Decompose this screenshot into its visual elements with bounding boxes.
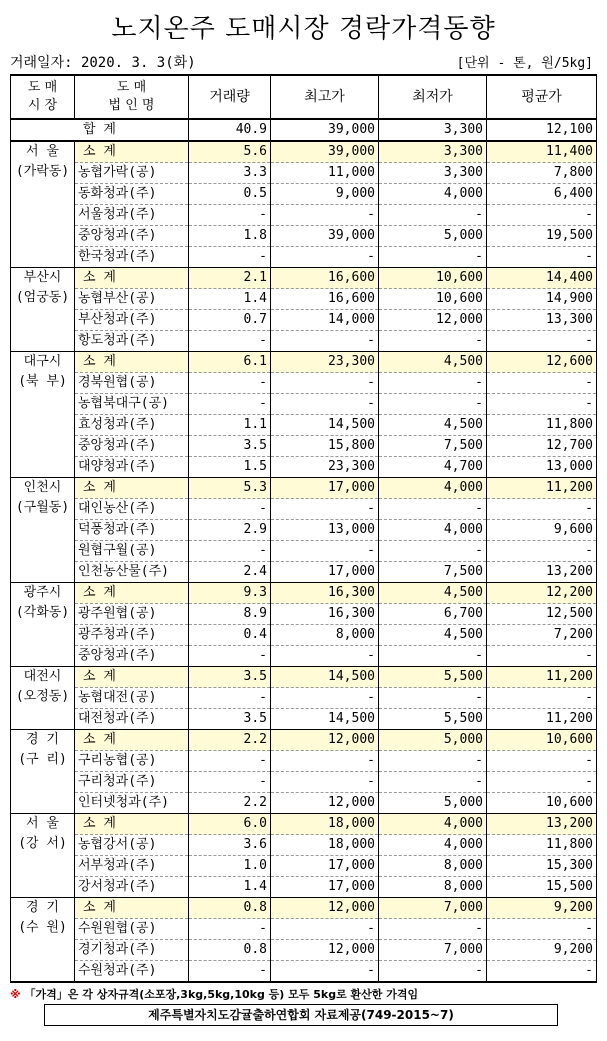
cell-max: - <box>271 961 379 983</box>
table-row <box>11 541 597 562</box>
cell-min: 5,500 <box>379 709 487 730</box>
corp-name: 대양청과(주) <box>75 457 189 478</box>
cell-min: - <box>379 751 487 772</box>
header-market <box>11 75 75 119</box>
subtotal-avg: 12,200 <box>487 583 597 604</box>
cell-volume: 2.2 <box>189 793 271 814</box>
corp-name: 인터넷청과(주) <box>75 793 189 814</box>
cell-min: 7,000 <box>379 940 487 961</box>
cell-avg: 15,500 <box>487 877 597 898</box>
cell-max: - <box>271 772 379 793</box>
cell-avg: 7,800 <box>487 163 597 184</box>
cell-min: - <box>379 646 487 667</box>
cell-volume: 3.6 <box>189 835 271 856</box>
cell-min: 5,000 <box>379 226 487 247</box>
cell-avg: - <box>487 205 597 226</box>
subtotal-label: 소 계 <box>75 141 189 163</box>
market-name <box>11 898 75 983</box>
cell-volume: 1.4 <box>189 877 271 898</box>
market-district: (각화동) <box>15 605 70 620</box>
cell-volume: - <box>189 772 271 793</box>
cell-min: 4,700 <box>379 457 487 478</box>
cell-avg: - <box>487 688 597 709</box>
total-min: 3,300 <box>379 119 487 141</box>
subtotal-row <box>11 667 597 688</box>
corp-name: 구리청과(주) <box>75 772 189 793</box>
cell-volume: 3.5 <box>189 436 271 457</box>
table-row <box>11 562 597 583</box>
cell-volume: 8.9 <box>189 604 271 625</box>
subtotal-volume: 6.1 <box>189 352 271 373</box>
cell-min: - <box>379 688 487 709</box>
cell-volume: 0.8 <box>189 940 271 961</box>
corp-name: 수원원협(공) <box>75 919 189 940</box>
cell-max: - <box>271 688 379 709</box>
header-min: 최저가 <box>379 75 487 119</box>
table-row <box>11 961 597 983</box>
cell-max: 15,800 <box>271 436 379 457</box>
cell-volume: - <box>189 541 271 562</box>
header-avg: 평균가 <box>487 75 597 119</box>
cell-max: - <box>271 331 379 352</box>
cell-avg: 15,300 <box>487 856 597 877</box>
source-box: 제주특별자치도감귤출하연합회 자료제공(749-2015~7) <box>44 1004 558 1026</box>
corp-name: 광주원협(공) <box>75 604 189 625</box>
cell-min: 10,600 <box>379 289 487 310</box>
cell-min: 8,000 <box>379 877 487 898</box>
table-row <box>11 499 597 520</box>
subtotal-volume: 0.8 <box>189 898 271 919</box>
cell-avg: 7,200 <box>487 625 597 646</box>
cell-min: - <box>379 541 487 562</box>
market-city: 경 기 <box>26 900 59 915</box>
total-label: 합 계 <box>11 119 189 141</box>
corp-name: 중앙청과(주) <box>75 436 189 457</box>
subtotal-volume: 2.1 <box>189 268 271 289</box>
subtotal-volume: 5.3 <box>189 478 271 499</box>
trade-date: 거래일자: 2020. 3. 3(화) <box>10 55 196 71</box>
cell-volume: - <box>189 205 271 226</box>
cell-max: - <box>271 205 379 226</box>
cell-max: - <box>271 373 379 394</box>
subtotal-avg: 13,200 <box>487 814 597 835</box>
subtotal-min: 10,600 <box>379 268 487 289</box>
cell-min: - <box>379 373 487 394</box>
cell-avg: - <box>487 646 597 667</box>
cell-avg: 11,800 <box>487 835 597 856</box>
corp-name: 인천농산물(주) <box>75 562 189 583</box>
cell-min: - <box>379 961 487 983</box>
subtotal-min: 4,500 <box>379 583 487 604</box>
subtotal-avg: 9,200 <box>487 898 597 919</box>
table-row <box>11 247 597 268</box>
header-market-line1: 도 매 <box>27 80 58 95</box>
market-name <box>11 352 75 478</box>
cell-volume: - <box>189 688 271 709</box>
cell-avg: 10,600 <box>487 793 597 814</box>
subtotal-min: 7,000 <box>379 898 487 919</box>
corp-name: 강서청과(주) <box>75 877 189 898</box>
table-row <box>11 646 597 667</box>
subtotal-label: 소 계 <box>75 352 189 373</box>
cell-volume: - <box>189 394 271 415</box>
table-row <box>11 919 597 940</box>
cell-min: 4,000 <box>379 835 487 856</box>
table-row <box>11 373 597 394</box>
cell-volume: 1.5 <box>189 457 271 478</box>
cell-max: 18,000 <box>271 835 379 856</box>
cell-volume: - <box>189 331 271 352</box>
subtotal-avg: 11,200 <box>487 478 597 499</box>
table-row <box>11 688 597 709</box>
subtotal-max: 12,000 <box>271 730 379 751</box>
corp-name: 덕풍청과(주) <box>75 520 189 541</box>
total-avg: 12,100 <box>487 119 597 141</box>
cell-min: 4,500 <box>379 415 487 436</box>
cell-min: - <box>379 205 487 226</box>
cell-min: - <box>379 919 487 940</box>
corp-name: 한국청과(주) <box>75 247 189 268</box>
cell-avg: 6,400 <box>487 184 597 205</box>
cell-max: 11,000 <box>271 163 379 184</box>
cell-volume: 1.4 <box>189 289 271 310</box>
subtotal-max: 18,000 <box>271 814 379 835</box>
cell-volume: 3.3 <box>189 163 271 184</box>
cell-min: 6,700 <box>379 604 487 625</box>
cell-avg: - <box>487 541 597 562</box>
corp-name: 경북원협(공) <box>75 373 189 394</box>
cell-volume: - <box>189 961 271 983</box>
subtotal-row <box>11 352 597 373</box>
market-city: 경 기 <box>26 732 59 747</box>
corp-name: 효성청과(주) <box>75 415 189 436</box>
subtotal-label: 소 계 <box>75 268 189 289</box>
cell-min: - <box>379 394 487 415</box>
table-row <box>11 835 597 856</box>
cell-volume: 1.0 <box>189 856 271 877</box>
table-row <box>11 772 597 793</box>
cell-avg: 9,200 <box>487 940 597 961</box>
subtotal-label: 소 계 <box>75 898 189 919</box>
cell-volume: - <box>189 499 271 520</box>
market-district: (수 원) <box>18 920 67 935</box>
subtotal-min: 5,000 <box>379 730 487 751</box>
header-corp-line2: 법 인 명 <box>108 98 155 113</box>
market-city: 인천시 <box>23 480 62 495</box>
table-row <box>11 709 597 730</box>
cell-avg: - <box>487 331 597 352</box>
market-name <box>11 667 75 730</box>
subtotal-max: 14,500 <box>271 667 379 688</box>
cell-max: - <box>271 541 379 562</box>
cell-avg: - <box>487 247 597 268</box>
cell-min: 4,000 <box>379 184 487 205</box>
corp-name: 경기청과(주) <box>75 940 189 961</box>
market-city: 서 울 <box>26 144 59 159</box>
subtotal-max: 12,000 <box>271 898 379 919</box>
table-header-row <box>11 75 597 119</box>
cell-max: 12,000 <box>271 793 379 814</box>
cell-avg: - <box>487 499 597 520</box>
table-row <box>11 205 597 226</box>
cell-min: - <box>379 247 487 268</box>
cell-max: 14,000 <box>271 310 379 331</box>
cell-volume: - <box>189 646 271 667</box>
cell-max: 8,000 <box>271 625 379 646</box>
cell-avg: - <box>487 919 597 940</box>
corp-name: 농협북대구(공) <box>75 394 189 415</box>
corp-name: 대전청과(주) <box>75 709 189 730</box>
subtotal-row <box>11 583 597 604</box>
market-name <box>11 268 75 352</box>
subtotal-avg: 11,200 <box>487 667 597 688</box>
table-row <box>11 289 597 310</box>
cell-avg: - <box>487 961 597 983</box>
market-name <box>11 730 75 814</box>
subtotal-label: 소 계 <box>75 814 189 835</box>
cell-max: 14,500 <box>271 415 379 436</box>
cell-avg: 11,800 <box>487 415 597 436</box>
cell-max: 39,000 <box>271 226 379 247</box>
subtotal-row <box>11 898 597 919</box>
subtotal-max: 16,300 <box>271 583 379 604</box>
cell-volume: - <box>189 751 271 772</box>
cell-volume: 2.4 <box>189 562 271 583</box>
subtotal-max: 17,000 <box>271 478 379 499</box>
table-row <box>11 436 597 457</box>
header-corp-line1: 도 매 <box>116 80 147 95</box>
subtotal-avg: 10,600 <box>487 730 597 751</box>
cell-avg: 13,000 <box>487 457 597 478</box>
subtotal-row <box>11 814 597 835</box>
total-max: 39,000 <box>271 119 379 141</box>
cell-volume: 0.5 <box>189 184 271 205</box>
corp-name: 광주청과(주) <box>75 625 189 646</box>
cell-max: 14,500 <box>271 709 379 730</box>
total-row <box>11 119 597 141</box>
cell-max: 17,000 <box>271 877 379 898</box>
cell-min: 4,000 <box>379 520 487 541</box>
corp-name: 대인농산(주) <box>75 499 189 520</box>
subtotal-avg: 11,400 <box>487 141 597 163</box>
header-market-line2: 시 장 <box>27 98 58 113</box>
table-row <box>11 793 597 814</box>
market-name <box>11 478 75 583</box>
subtotal-max: 16,600 <box>271 268 379 289</box>
cell-max: - <box>271 919 379 940</box>
corp-name: 농협강서(공) <box>75 835 189 856</box>
cell-avg: - <box>487 772 597 793</box>
subtotal-min: 3,300 <box>379 141 487 163</box>
market-city: 서 울 <box>26 816 59 831</box>
price-table <box>10 74 597 983</box>
subtotal-row <box>11 268 597 289</box>
header-max: 최고가 <box>271 75 379 119</box>
cell-avg: - <box>487 751 597 772</box>
market-city: 대구시 <box>23 354 62 369</box>
cell-max: - <box>271 751 379 772</box>
cell-max: 12,000 <box>271 940 379 961</box>
footnote-text: 「가격」은 각 상자규격(소포장,3kg,5kg,10kg 등) 모두 5kg로 환산한 가격임 <box>24 988 419 1001</box>
market-district: (엄궁동) <box>15 290 70 305</box>
subtotal-min: 4,000 <box>379 814 487 835</box>
subtotal-label: 소 계 <box>75 478 189 499</box>
market-district: (북 부) <box>18 374 67 389</box>
market-district: (구월동) <box>15 500 70 515</box>
table-row <box>11 310 597 331</box>
table-row <box>11 457 597 478</box>
corp-name: 수원청과(주) <box>75 961 189 983</box>
total-volume: 40.9 <box>189 119 271 141</box>
corp-name: 중앙청과(주) <box>75 646 189 667</box>
subtotal-avg: 12,600 <box>487 352 597 373</box>
cell-max: 13,000 <box>271 520 379 541</box>
unit-label: [단위 - 톤, 원/5kg] <box>456 56 593 71</box>
corp-name: 항도청과(주) <box>75 331 189 352</box>
table-row <box>11 520 597 541</box>
subtotal-volume: 9.3 <box>189 583 271 604</box>
subtotal-label: 소 계 <box>75 730 189 751</box>
footnote <box>10 986 418 1002</box>
cell-volume: 3.5 <box>189 709 271 730</box>
market-name <box>11 814 75 898</box>
subtotal-volume: 6.0 <box>189 814 271 835</box>
table-row <box>11 163 597 184</box>
subtotal-row <box>11 478 597 499</box>
cell-max: 9,000 <box>271 184 379 205</box>
page-title: 노지온주 도매시장 경락가격동향 <box>111 14 496 44</box>
cell-volume: 1.1 <box>189 415 271 436</box>
cell-min: 12,000 <box>379 310 487 331</box>
cell-volume: - <box>189 247 271 268</box>
corp-name: 서울청과(주) <box>75 205 189 226</box>
table-row <box>11 625 597 646</box>
market-district: (구 리) <box>18 752 67 767</box>
footnote-mark: ※ <box>10 988 21 1001</box>
cell-max: - <box>271 394 379 415</box>
cell-max: - <box>271 499 379 520</box>
cell-max: 16,300 <box>271 604 379 625</box>
cell-avg: 11,200 <box>487 709 597 730</box>
cell-max: 16,600 <box>271 289 379 310</box>
cell-volume: 2.9 <box>189 520 271 541</box>
corp-name: 동화청과(주) <box>75 184 189 205</box>
corp-name: 서부청과(주) <box>75 856 189 877</box>
subtotal-avg: 14,400 <box>487 268 597 289</box>
table-row <box>11 415 597 436</box>
cell-max: - <box>271 247 379 268</box>
subtotal-min: 4,500 <box>379 352 487 373</box>
cell-avg: 14,900 <box>487 289 597 310</box>
subtotal-max: 23,300 <box>271 352 379 373</box>
table-row <box>11 184 597 205</box>
market-district: (강 서) <box>18 836 67 851</box>
corp-name: 부산청과(주) <box>75 310 189 331</box>
table-row <box>11 856 597 877</box>
subtotal-min: 5,500 <box>379 667 487 688</box>
cell-avg: 13,300 <box>487 310 597 331</box>
subtotal-label: 소 계 <box>75 667 189 688</box>
market-district: (오정동) <box>15 689 70 704</box>
cell-avg: - <box>487 373 597 394</box>
table-row <box>11 394 597 415</box>
cell-volume: 0.4 <box>189 625 271 646</box>
table-row <box>11 226 597 247</box>
cell-avg: - <box>487 394 597 415</box>
market-city: 부산시 <box>23 270 62 285</box>
cell-min: 4,500 <box>379 625 487 646</box>
corp-name: 농협가락(공) <box>75 163 189 184</box>
subtotal-min: 4,000 <box>379 478 487 499</box>
cell-max: 23,300 <box>271 457 379 478</box>
table-row <box>11 331 597 352</box>
corp-name: 구리농협(공) <box>75 751 189 772</box>
header-corp <box>75 75 189 119</box>
market-district: (가락동) <box>15 164 70 179</box>
corp-name: 중앙청과(주) <box>75 226 189 247</box>
cell-min: - <box>379 772 487 793</box>
cell-min: 5,000 <box>379 793 487 814</box>
subtotal-volume: 5.6 <box>189 141 271 163</box>
cell-volume: 0.7 <box>189 310 271 331</box>
table-row <box>11 751 597 772</box>
subtotal-label: 소 계 <box>75 583 189 604</box>
cell-max: - <box>271 646 379 667</box>
cell-min: 7,500 <box>379 562 487 583</box>
cell-max: 17,000 <box>271 562 379 583</box>
cell-min: 3,300 <box>379 163 487 184</box>
subtotal-row <box>11 730 597 751</box>
cell-max: 17,000 <box>271 856 379 877</box>
cell-volume: - <box>189 373 271 394</box>
corp-name: 원협구월(공) <box>75 541 189 562</box>
table-row <box>11 940 597 961</box>
header-volume: 거래량 <box>189 75 271 119</box>
cell-avg: 13,200 <box>487 562 597 583</box>
corp-name: 농협부산(공) <box>75 289 189 310</box>
cell-volume: 1.8 <box>189 226 271 247</box>
subtotal-max: 39,000 <box>271 141 379 163</box>
market-name <box>11 141 75 268</box>
market-city: 광주시 <box>23 585 62 600</box>
cell-avg: 9,600 <box>487 520 597 541</box>
table-row <box>11 604 597 625</box>
cell-min: 7,500 <box>379 436 487 457</box>
cell-min: - <box>379 331 487 352</box>
market-city: 대전시 <box>23 669 62 684</box>
table-row <box>11 877 597 898</box>
cell-avg: 19,500 <box>487 226 597 247</box>
cell-avg: 12,700 <box>487 436 597 457</box>
subtotal-row <box>11 141 597 163</box>
market-name <box>11 583 75 667</box>
cell-avg: 12,500 <box>487 604 597 625</box>
cell-volume: - <box>189 919 271 940</box>
cell-min: 8,000 <box>379 856 487 877</box>
corp-name: 농협대전(공) <box>75 688 189 709</box>
cell-min: - <box>379 499 487 520</box>
subtotal-volume: 3.5 <box>189 667 271 688</box>
subtotal-volume: 2.2 <box>189 730 271 751</box>
